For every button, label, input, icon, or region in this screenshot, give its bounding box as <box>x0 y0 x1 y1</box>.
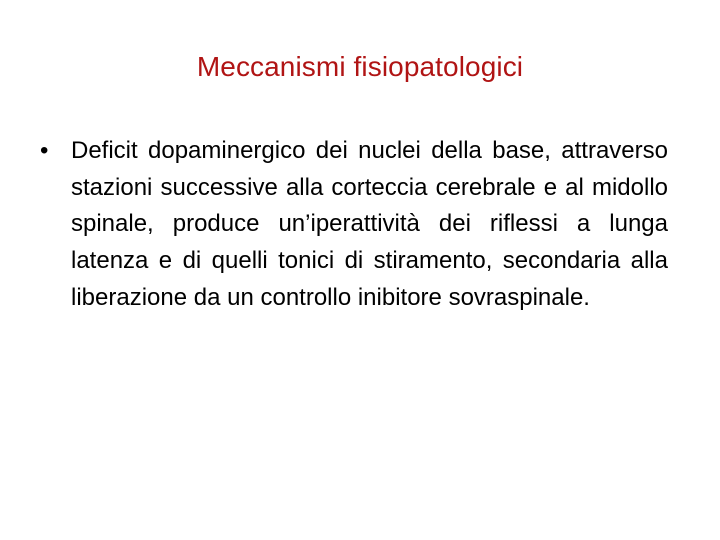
slide-title: Meccanismi fisiopatologici <box>196 51 524 82</box>
bullet-list <box>40 133 668 317</box>
bullet-point-icon: • <box>40 137 49 164</box>
bullet-item <box>40 133 668 317</box>
bullet-text: Deficit dopaminergico dei nuclei della base, attraverso stazioni successive alla corteccia cerebrale e al midollo spinale, produce un’iperattività dei riflessi a lunga latenza e di quelli tonici di stiramento, secondaria alla liberazione da un controllo inibitore sovraspinale. <box>71 137 668 311</box>
